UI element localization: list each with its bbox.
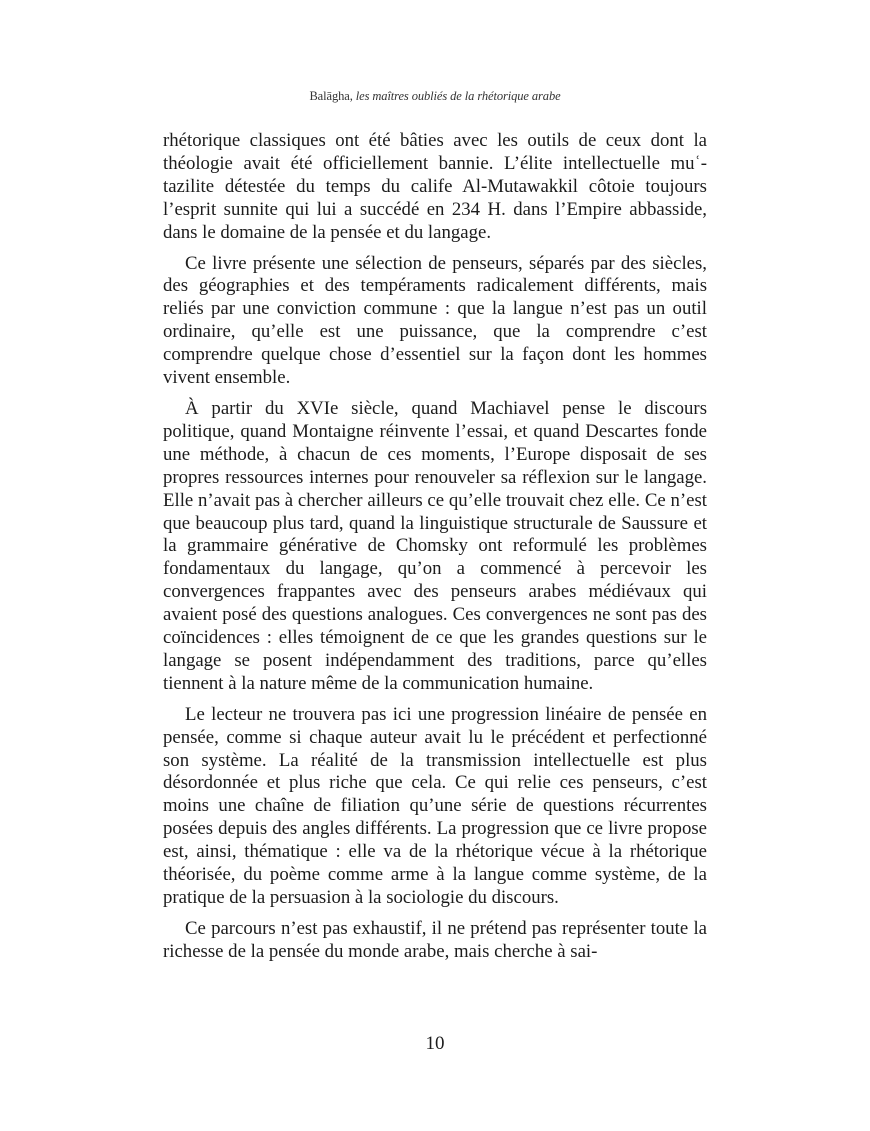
header-author: Balāgha, [309, 89, 353, 103]
page-number: 10 [425, 1033, 445, 1054]
paragraph-1: rhétorique classiques ont été bâties avec les outils de ceux dont la théologie avait été officiellement bannie. L’élite intellectuelle muʿ-tazilite détestée du temps du calife Al-Mutawakkil côtoie toujours l’esprit sunnite qui lui a succédé en 234 H. dans l’Empire abbasside, dans le domaine de la pensée et du langage. [163, 130, 707, 243]
running-header [0, 89, 870, 104]
header-book-title: les maîtres oubliés de la rhétorique arabe [355, 89, 561, 103]
paragraph-5: Ce parcours n’est pas exhaustif, il ne prétend pas représenter toute la richesse de la pensée du monde arabe, mais cherche à sai- [163, 917, 707, 962]
paragraph-2: Ce livre présente une sélection de penseurs, séparés par des siècles, des géographies et des tempéraments radicalement différents, mais reliés par une conviction commune : que la langue n’est pas un outil ordinaire, qu’elle est une puissance, que la comprendre c’est comprendre quelque chose d’essentiel sur la façon dont les hommes vivent ensemble. [163, 252, 707, 389]
paragraph-4: Le lecteur ne trouvera pas ici une progression linéaire de pensée en pensée, comme si chaque auteur avait lu le précédent et perfectionné son système. La réalité de la transmission intellectuelle est plus désordonnée et plus riche que cela. Ce qui relie ces penseurs, c’est moins une chaîne de filiation qu’une série de questions récurrentes posées depuis des angles différents. La progression que ce livre propose est, ainsi, thématique : elle va de la rhétorique vécue à la rhétorique théorisée, du poème comme arme à la langue comme système, de la pratique de la persuasion à la sociologie du discours. [163, 703, 707, 908]
paragraph-3: À partir du XVIe siècle, quand Machiavel pense le discours politique, quand Montaigne réinvente l’essai, et quand Descartes fonde une méthode, à chacun de ces moments, l’Europe disposait de ses propres ressources internes pour renouveler sa réflexion sur le langage. Elle n’avait pas à chercher ailleurs ce qu’elle trouvait chez elle. Ce n’est que beaucoup plus tard, quand la linguistique structurale de Saussure et la grammaire générative de Chomsky ont reformulé les problèmes fondamentaux du langage, qu’on a commencé à percevoir les convergences frappantes avec des penseurs arabes médiévaux qui avaient posé des questions analogues. Ces convergences ne sont pas des coïncidences : elles témoignent de ce que les grandes questions sur le langage se posent indépendamment des traditions, parce qu’elles tiennent à la nature même de la communication humaine. [163, 397, 707, 694]
body-text [163, 130, 707, 972]
